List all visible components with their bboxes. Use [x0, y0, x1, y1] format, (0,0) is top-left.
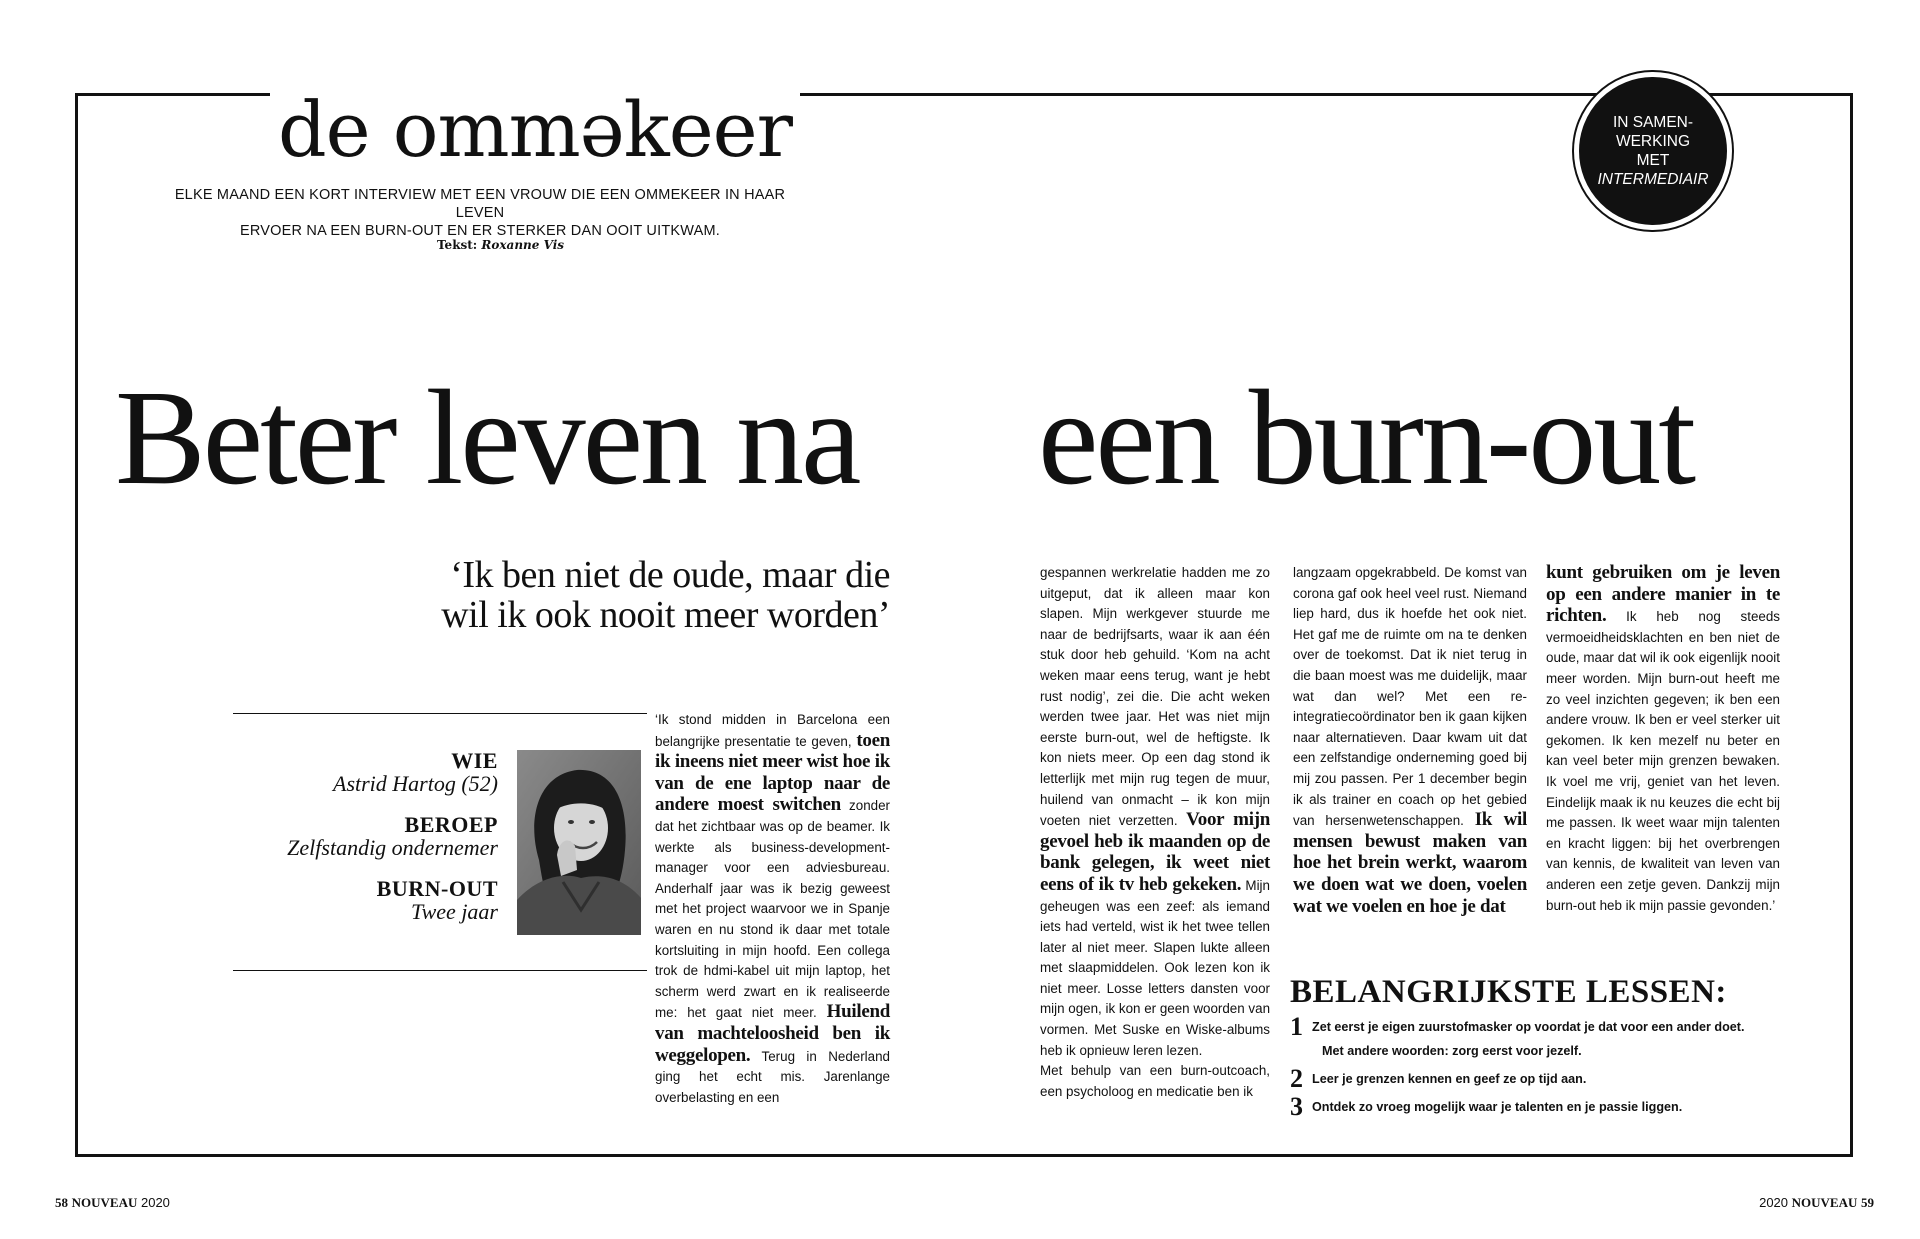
- headline-left: Beter leven na: [115, 363, 859, 513]
- body-highlight: Huilend van machteloosheid ben ik weggelopen.: [655, 1001, 890, 1066]
- fact-value-job: Zelfstandig ondernemer: [287, 835, 498, 860]
- fact-label-job: BEROEP: [404, 812, 498, 837]
- intro-text: [150, 186, 810, 240]
- body-highlight: toen ik ineens niet meer wist hoe ik van de ene laptop naar de andere moest switchen: [655, 729, 890, 816]
- pull-quote-line-2: wil ik ook nooit meer worden’: [441, 594, 890, 636]
- folio-page-number: 58: [55, 1195, 68, 1210]
- badge-line-4: INTERMEDIAIR: [1597, 171, 1709, 188]
- byline-author: Roxanne Vis: [481, 238, 565, 252]
- folio-magazine: NOUVEAU: [71, 1195, 138, 1210]
- lesson-text-line: Met andere woorden: zorg eerst voor jezelf.: [1322, 1044, 1582, 1058]
- badge-line-2: WERKING: [1615, 133, 1691, 150]
- intro-line-1: ELKE MAAND EEN KORT INTERVIEW MET EEN VROUW DIE EEN OMMEKEER IN HAAR LEVEN: [174, 187, 786, 221]
- body-text: langzaam opgekrabbeld. De komst van corona gaf ook heel veel rust. Niemand liep hard, dus ik hoefde het ook niet. Het gaf me de ruimte om na te denken over de toekomst. Dat ik niet terug in die baan moest was me duidelijk, maar wat dan wel? Met een re-integratiecoördinator ben ik gaan kijken naar alternatieven. Daar kwam uit dat een zelfstandige onderneming goed bij mij zou passen. Per 1 december begin ik als trainer en coach op het gebied van hersenwetenschappen.: [1293, 565, 1527, 829]
- folio-page-number: 59: [1861, 1195, 1874, 1210]
- body-text: ‘Ik stond midden in Barcelona een belangrijke presentatie te geven,: [655, 712, 890, 749]
- collaboration-badge: [1574, 72, 1732, 230]
- intro-line-2: ERVOER NA EEN BURN-OUT EN ER STERKER DAN OOIT UITKWAM.: [240, 223, 720, 239]
- fact-value-burnout: Twee jaar: [411, 899, 498, 924]
- lesson-item: [1290, 1064, 1800, 1093]
- headline-right: een burn-out: [1038, 363, 1694, 513]
- fact-value-who: Astrid Hartog (52): [333, 771, 498, 796]
- facts-rule-top: [233, 713, 647, 714]
- pull-quote-line-1: ‘Ik ben niet de oude, maar die: [450, 554, 890, 596]
- badge-line-3: MET: [1636, 152, 1670, 169]
- lesson-text: Ontdek zo vroeg mogelijk waar je talenten en je passie liggen.: [1312, 1100, 1683, 1114]
- body-text: Met behulp van een burn-outcoach, een psycholoog en medicatie ben ik: [1040, 1063, 1270, 1099]
- body-column-3: [1293, 563, 1527, 918]
- lesson-number: 3: [1290, 1092, 1303, 1121]
- body-text: Terug in Nederland ging het echt mis. Jarenlange overbelasting en een: [655, 1048, 890, 1105]
- folio-left: [55, 1195, 170, 1211]
- body-highlight: Ik wil mensen bewust maken van hoe het brein werkt, waarom we doen wat we doen, voelen wat we voelen en hoe je dat: [1293, 809, 1527, 917]
- lesson-item: [1290, 1092, 1800, 1121]
- fact-label-burnout: BURN-OUT: [376, 876, 498, 901]
- body-column-1: [655, 710, 890, 1108]
- body-highlight: Voor mijn gevoel heb ik maanden op de bank gelegen, ik weet niet eens of ik tv heb gekeken.: [1040, 809, 1270, 895]
- body-text: Mijn geheugen was een zeef: als iemand iets had verteld, wist ik het twee tellen later al niet meer. Slapen lukte alleen met slaapmiddelen. Ook lezen kon ik niet meer. Losse letters dansten voor mijn ogen, ik kon er geen woorden van vormen. Met Suske en Wiske-albums heb ik opnieuw leren lezen.: [1040, 877, 1271, 1058]
- lesson-number: 2: [1290, 1064, 1303, 1093]
- badge-line-1: IN SAMEN-: [1612, 114, 1694, 131]
- folio-year: 2020: [140, 1195, 170, 1210]
- body-column-2: [1040, 563, 1270, 1102]
- lessons-title: BELANGRIJKSTE LESSEN:: [1290, 974, 1727, 1010]
- body-highlight: kunt gebruiken om je leven op een andere manier in te richten.: [1546, 562, 1780, 627]
- portrait-photo: [517, 750, 641, 935]
- facts-rule-bottom: [233, 970, 647, 971]
- body-text: Ik heb nog steeds vermoeidheidsklachten en ben niet de oude, maar dat wil ik ook eigenlijk nooit meer worden. Mijn burn-out heeft me zo veel inzichten gegeven; ik ben een andere vrouw. Ik ben er veel sterker uit gekomen. Ik ken mezelf nu beter en kan veel beter mijn grenzen bewaken. Ik voel me vrij, geniet van het leven. Eindelijk maak ik nu keuzes die echt bij me passen. Ik weet waar mijn talenten en kracht liggen: bij het overbrengen van kennis, de kwaliteit van leven van anderen een zetje geven. Dankzij mijn burn-out heb ik mijn passie gevonden.’: [1546, 609, 1780, 913]
- fact-label-who: WIE: [451, 748, 498, 773]
- lesson-item: [1290, 1012, 1800, 1063]
- body-text: zonder dat het zichtbaar was op de beamer. Ik werkte als business-development-manager voor een adviesbureau. Anderhalf jaar was ik bezig geweest met het project waarvoor we in Spanje waren en nu stond ik daar met totale kortsluiting in mijn hoofd. Een collega trok de hdmi-kabel uit mijn laptop, het scherm werd zwart en ik realiseerde me: het gaat niet meer.: [655, 798, 890, 1021]
- section-logo: de omməkeer: [270, 92, 800, 168]
- lesson-text-line: Zet eerst je eigen zuurstofmasker op voordat je dat voor een ander doet.: [1312, 1020, 1745, 1034]
- key-lessons: [1290, 975, 1800, 1123]
- folio-magazine: NOUVEAU: [1791, 1195, 1858, 1210]
- byline-label: Tekst:: [437, 238, 478, 252]
- profile-facts: [233, 750, 498, 942]
- pull-quote: [330, 555, 890, 635]
- body-text: gespannen werkrelatie hadden me zo uitgeput, dat ik alleen maar kon slapen. Mijn werkgever stuurde me naar de bedrijfsarts, waar ik aan één stuk door heb gehuild. ‘Kom na acht weken maar eens terug, want je hebt rust nodig’, zei die. Die acht weken werden twee jaar. Het was niet mijn eerste burn-out, wel de heftigste. Ik kon niets meer. Op een dag stond ik letterlijk met mijn rug tegen de muur, huilend van onmacht – ik kon mijn voeten niet verzetten.: [1040, 565, 1270, 829]
- folio-year: 2020: [1759, 1195, 1789, 1210]
- folio-right: [1759, 1195, 1874, 1211]
- lesson-text: [1312, 1015, 1745, 1063]
- byline: [437, 238, 564, 252]
- lesson-text: Leer je grenzen kennen en geef ze op tijd aan.: [1312, 1072, 1587, 1086]
- body-column-4: [1546, 563, 1780, 916]
- lesson-number: 1: [1290, 1012, 1303, 1041]
